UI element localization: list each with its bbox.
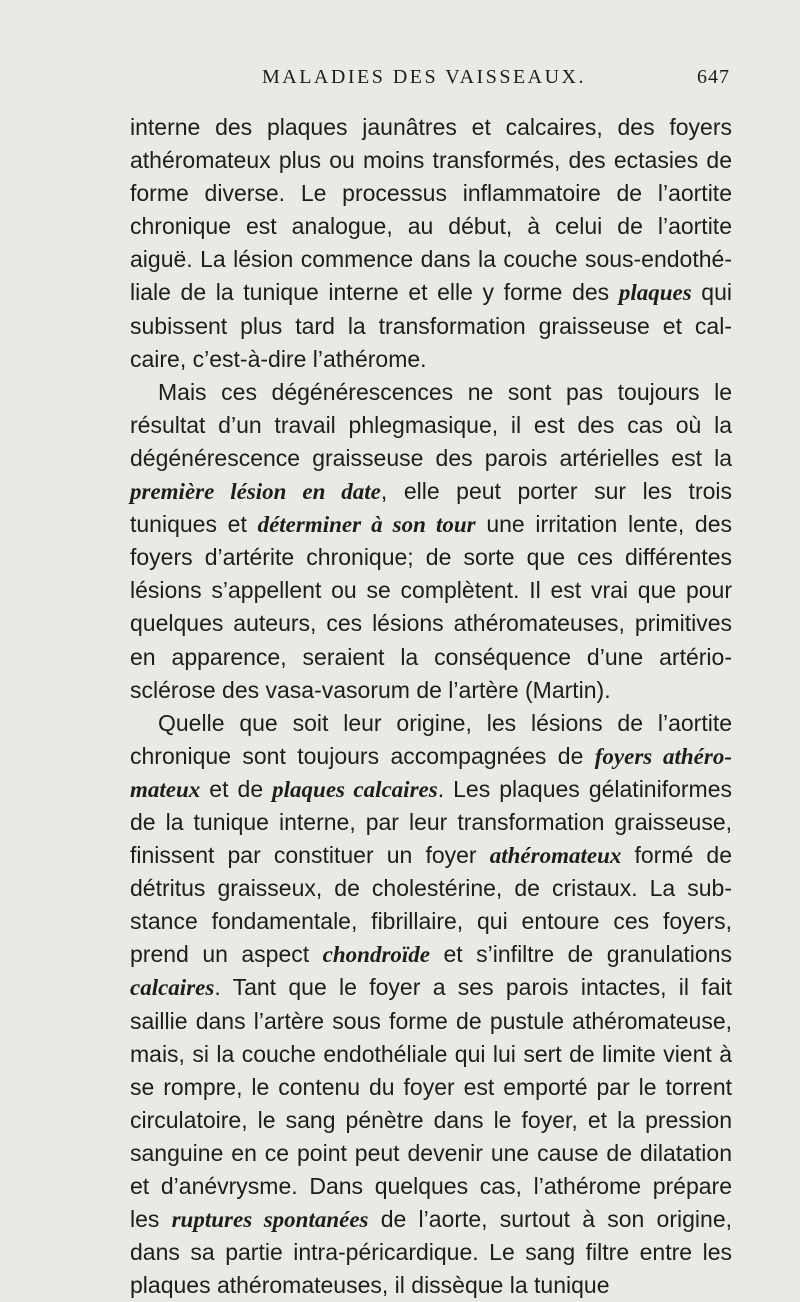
paragraph <box>130 111 732 376</box>
text-run: . Les plaques gélatiniformes de la tunique interne, par leur transformation graisseuse, finissent par constituer un foyer <box>130 775 732 869</box>
text-run: Quelle que soit leur origine, les lésions de l’aortite chronique sont toujours accompagnées de <box>130 709 732 769</box>
text-run: de l’aorte, surtout à son origine, dans sa partie intra-péricardique. Le sang filtre entre les plaques athéromateuses, il dissèque la tunique <box>130 1206 732 1299</box>
body-text <box>130 111 732 1302</box>
emphasized-text: chondroïde <box>322 942 430 968</box>
text-run: , elle peut porter sur les trois tuniques et <box>130 478 733 538</box>
text-run: formé de détritus graisseux, de cholestérine, de cristaux. La substance fondamentale, fibrillaire, qui entoure ces foyers, prend un aspect <box>130 842 733 968</box>
text-run: et de <box>200 775 273 802</box>
emphasized-text: calcaires <box>130 975 215 1001</box>
paragraph <box>130 707 732 1302</box>
emphasized-text: plaques <box>618 280 692 306</box>
text-run: interne des plaques jaunâtres et calcaires, des foyers athéromateux plus ou moins transformés, des ectasies de forme diverse. Le processus inflammatoire de l’aortite chronique est analogue, au début, à celui de l’aortite aiguë. La lésion commence dans la couche sous-endothéliale de la tunique interne et elle y forme des <box>130 114 732 306</box>
text-run: . Tant que le foyer a ses parois intactes, il fait saillie dans l’artère sous forme de pustule athéromateuse, mais, si la couche endothéliale qui lui sert de limite vient à se rompre, le contenu du foyer est emporté par le torrent circulatoire, le sang pénètre dans le foyer, et la pression sanguine en ce point peut devenir une cause de dilatation et d’anévrysme. Dans quelques cas, l’athérome prépare les <box>130 974 732 1233</box>
text-run: et s’infiltre de granulations <box>430 941 732 968</box>
emphasized-text: première lésion en date <box>130 479 381 505</box>
page-number: 647 <box>697 66 730 88</box>
text-run: une irritation lente, des foyers d’artérite chronique; de sorte que ces différentes lésions s’appellent ou se complètent. Il est vrai que pour quelques auteurs, ces lésions athéromateuses, primitives en apparence, seraient la conséquence d’une artério-sclérose des vasa-vasorum de l’artère (Martin). <box>130 511 732 703</box>
page-header <box>118 66 730 96</box>
emphasized-text: plaques calcaires <box>272 776 438 802</box>
text-run: Mais ces dégénérescences ne sont pas toujours le résultat d’un travail phlegmasique, il est des cas où la dégénérescence graisseuse des parois artérielles est la <box>130 378 732 471</box>
paragraph <box>130 376 732 707</box>
emphasized-text: athéromateux <box>489 843 622 869</box>
text-run: qui subissent plus tard la transformation graisseuse et calcaire, c’est-à-dire l’athérome. <box>130 279 732 372</box>
emphasized-text: ruptures spontanées <box>171 1207 369 1233</box>
emphasized-text: foyers athéromateux <box>130 743 732 802</box>
running-head: MALADIES DES VAISSEAUX. <box>261 66 586 88</box>
emphasized-text: déterminer à son tour <box>257 512 476 538</box>
